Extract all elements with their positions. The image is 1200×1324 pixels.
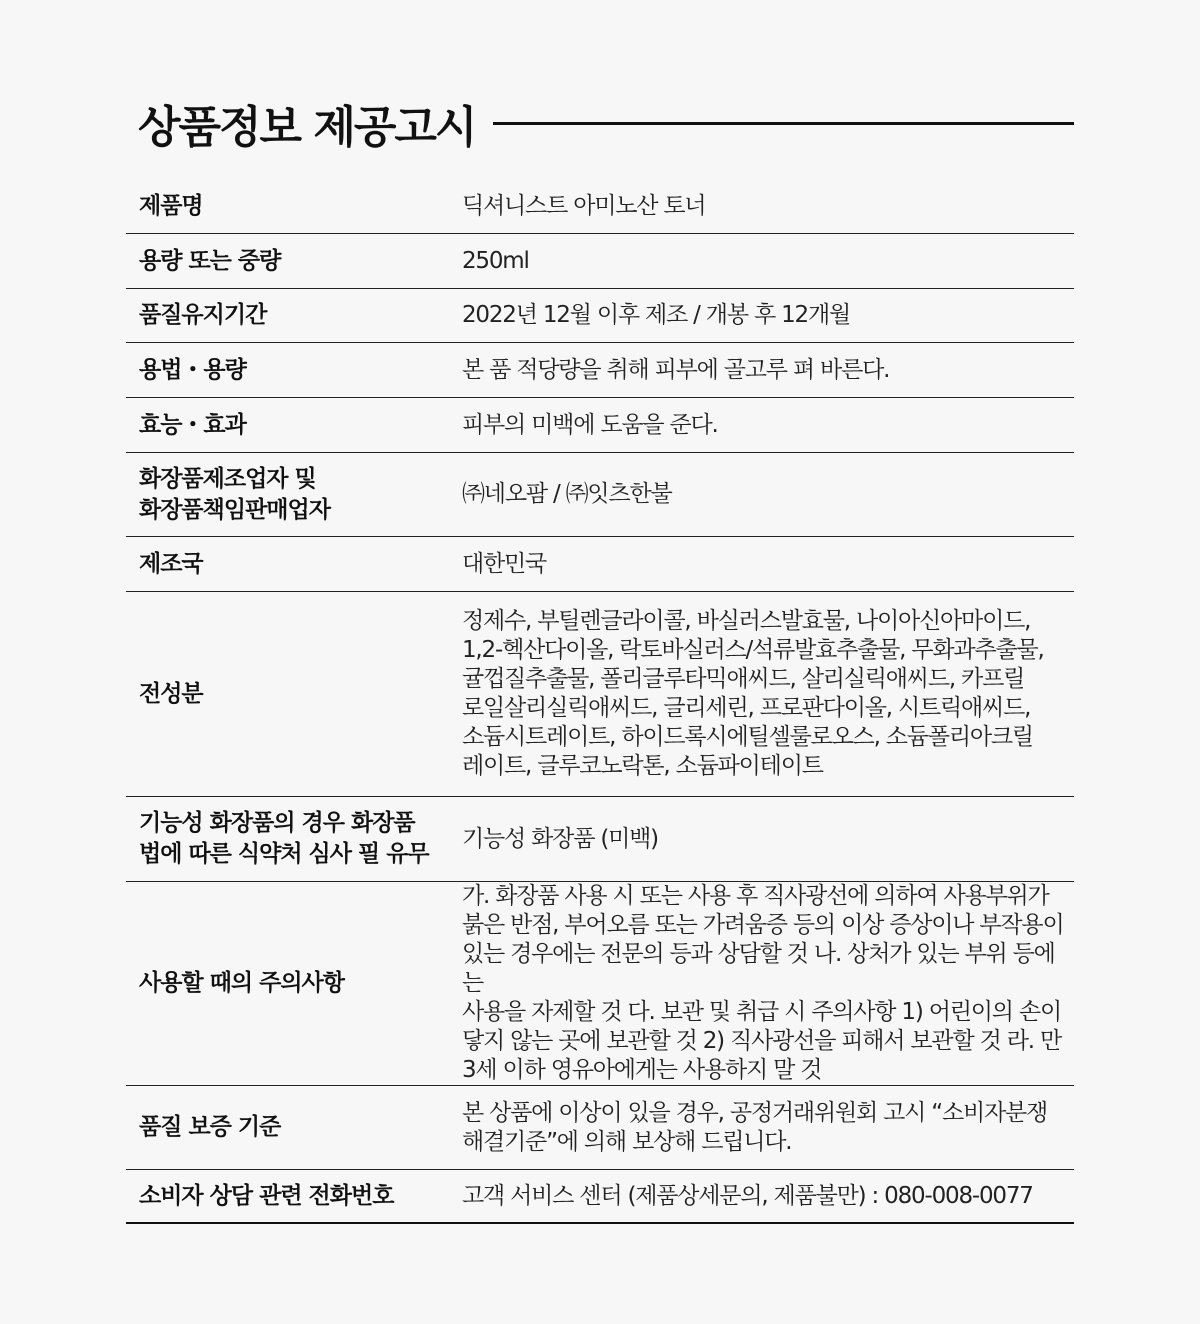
row-label: 제품명 <box>139 193 203 219</box>
row-value: 본 상품에 이상이 있을 경우, 공정거래위원회 고시 “소비자분쟁 해결기준”에 의해 보상해 드립니다. <box>462 1099 1048 1155</box>
row-value: 250ml <box>462 247 529 274</box>
row-value: 딕셔니스트 아미노산 토너 <box>462 193 706 219</box>
row-value: 고객 서비스 센터 (제품상세문의, 제품불만) : 080-008-0077 <box>462 1182 1033 1209</box>
row-label: 전성분 <box>139 680 203 707</box>
row-label: 기능성 화장품의 경우 화장품 법에 따른 식약처 심사 필 유무 <box>139 810 429 867</box>
row-label: 용량 또는 중량 <box>139 247 281 274</box>
table-row-shelf-life <box>126 288 1074 342</box>
row-label: 품질 보증 기준 <box>139 1114 281 1140</box>
row-value: 피부의 미백에 도움을 준다. <box>462 411 718 438</box>
product-info-table <box>126 180 1074 1224</box>
table-row-warranty <box>126 1085 1074 1169</box>
row-label: 용법・용량 <box>139 356 246 383</box>
row-label: 효능・효과 <box>139 411 246 438</box>
row-value: 기능성 화장품 (미백) <box>462 825 658 852</box>
row-label: 제조국 <box>139 550 203 577</box>
row-label: 화장품제조업자 및 화장품책임판매업자 <box>139 465 330 523</box>
row-label: 소비자 상담 관련 전화번호 <box>139 1182 394 1209</box>
row-value: 본 품 적당량을 취해 피부에 골고루 펴 바른다. <box>462 356 890 383</box>
table-row-contact <box>126 1169 1074 1222</box>
title-divider <box>493 122 1074 125</box>
table-row-manufacturer <box>126 452 1074 536</box>
table-row-country <box>126 536 1074 591</box>
table-row-efficacy <box>126 397 1074 452</box>
table-row-product-name <box>126 180 1074 233</box>
header <box>138 88 1074 158</box>
row-value: 가. 화장품 사용 시 또는 사용 후 직사광선에 의하여 사용부위가 붉은 반점, 부어오름 또는 가려움증 등의 이상 증상이나 부작용이 있는 경우에는 전문의 등과 상담할 것 나. 상처가 있는 부위 등에는 사용을 자제할 것 다. 보관 및 취급 시 주의사항 1) 어린이의 손이 닿지 않는 곳에 보관할 것 2) 직사광선을 피해서 보관할 것 라. 만 3세 이하 영유아에게는 사용하지 말 것 <box>462 883 1064 1083</box>
page-title: 상품정보 제공고시 <box>138 102 476 153</box>
table-row-usage <box>126 342 1074 397</box>
table-row-functional <box>126 796 1074 881</box>
row-value: 대한민국 <box>462 550 547 577</box>
row-value: 2022년 12월 이후 제조 / 개봉 후 12개월 <box>462 302 850 328</box>
table-row-volume <box>126 233 1074 288</box>
row-value: 정제수, 부틸렌글라이콜, 바실러스발효물, 나이아신아마이드, 1,2-헥산다이올, 락토바실러스/석류발효추출물, 무화과추출물, 귤껍질추출물, 폴리글루타믹애씨드, 살리실릭애씨드, 카프릴 로일살리실릭애씨드, 글리세린, 프로판다이올, 시트릭애씨드, 소듐시트레이트, 하이드록시에틸셀룰로오스, 소듐폴리아크릴 레이트, 글루코노락톤, 소듐파이테이트 <box>462 608 1044 779</box>
table-row-ingredients <box>126 591 1074 796</box>
row-label: 품질유지기간 <box>139 302 267 328</box>
table-row-precautions <box>126 881 1074 1085</box>
row-label: 사용할 때의 주의사항 <box>139 970 344 996</box>
row-value: ㈜네오팜 / ㈜잇츠한불 <box>462 481 672 507</box>
